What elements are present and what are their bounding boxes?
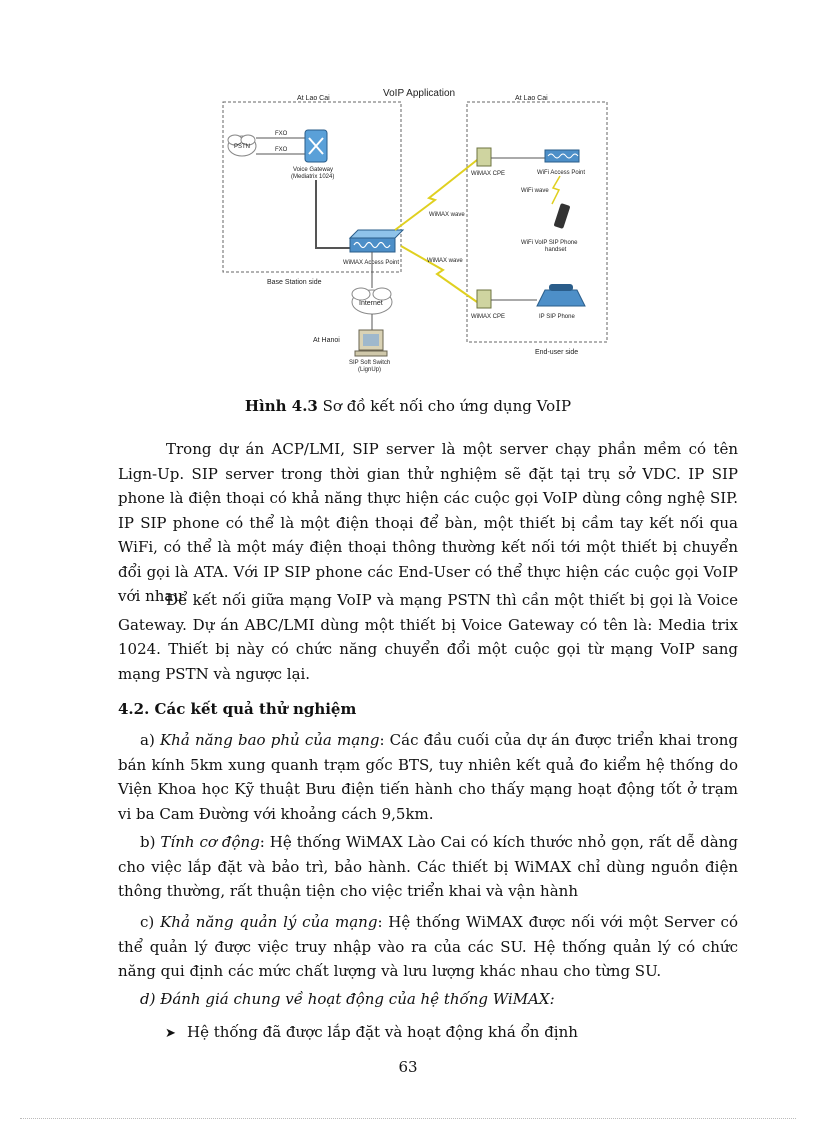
handset-label-2: handset [545,247,567,253]
item-c-label: Khả năng quản lý của mạng [160,913,378,931]
item-a [118,728,738,826]
ip-sip-phone-icon [537,284,585,306]
internet-label: Internet [359,300,383,307]
diagram-title: VoIP Application [383,88,456,99]
item-b-label: Tính cơ động [160,833,260,851]
wifi-handset-icon [554,203,571,229]
section-heading: 4.2. Các kết quả thử nghiệm [118,700,357,718]
item-b-text: : Hệ thống WiMAX Lào Cai có kích thước nhỏ gọn, rất dễ dàng cho việc lắp đặt và bảo trì, bảo hành. Các thiết bị WiMAX chỉ dùng nguồn điện thông thường, rất thuận tiện cho việc triển khai và vận hành [118,833,738,900]
wimax-link-upper [395,160,477,230]
page-bottom-divider [20,1118,796,1119]
gateway-label-2: (Mediatrix 1024) [291,174,335,180]
base-station-side-label: Base Station side [267,279,322,286]
right-site-label: At Lao Cai [515,95,548,102]
page-number: 63 [398,1058,418,1076]
item-c-text: : Hệ thống WiMAX được nối với một Server có thể quản lý được việc truy nhập vào ra của các SU. Hệ thống quản lý có chức năng qui định các mức chất lượng và lưu lượng khác nhau cho từng SU. [118,913,738,980]
arrowhead-bullet-icon: ➤ [165,1026,176,1041]
wifi-access-point-icon [545,150,579,162]
wimax-wave-label-2: WiMAX wave [427,258,463,264]
left-site-label: At Lao Cai [297,95,330,102]
item-a-text: : Các đầu cuối của dự án được triển khai trong bán kính 5km xung quanh trạm gốc BTS, tuy nhiên kết quả đo kiểm hệ thống do Viện Khoa học Kỹ thuật Bưu điện tiến hành cho thấy mạng hoạt động tốt ở trạm vi ba Cam Đường với khoảng cách 9,5km. [118,731,738,823]
wifi-wave-label: WiFi wave [521,188,549,194]
ip-phone-label: IP SIP Phone [539,314,575,320]
caption-text: Sơ đồ kết nối cho ứng dụng VoIP [317,397,572,415]
softswitch-computer-icon [355,330,387,356]
wimax-access-point-icon [350,230,403,252]
bullet-item [165,1023,578,1041]
pstn-label: PSTN [234,144,251,150]
cpe-top-label: WiMAX CPE [471,171,506,177]
figure-caption [0,397,816,415]
handset-label-1: WiFi VoIP SIP Phone [521,240,578,246]
item-c [118,910,738,984]
item-b-prefix: b) [140,833,161,851]
wimax-cpe-top-icon [477,148,491,166]
bullet-text: Hệ thống đã được lắp đặt và hoạt động khá ổn định [187,1023,578,1041]
wimax-link-lower [401,246,477,302]
item-d: d) Đánh giá chung về hoạt động của hệ thống WiMAX: [140,990,555,1008]
item-b [118,830,738,904]
end-user-side-label: End-user side [535,349,579,356]
at-hanoi-label: At Hanoi [313,337,340,344]
softswitch-label-2: (LignUp) [358,367,382,373]
item-c-prefix: c) [140,913,161,931]
paragraph-voice-gateway: Để kết nối giữa mạng VoIP và mạng PSTN thì cần một thiết bị gọi là Voice Gateway. Dự án ABC/LMI dùng một thiết bị Voice Gateway có tên là: Media trix 1024. Thiết bị này có chức năng chuyển đổi một cuộc gọi từ mạng VoIP sang mạng PSTN và ngược lại. [118,591,738,683]
wifi-ap-label: WiFi Access Point [537,170,586,176]
wimax-wave-label-1: WiMAX wave [429,212,465,218]
fxo-label-2: FXO [275,147,288,153]
voip-network-diagram [215,80,615,380]
paragraph-sip-server: Trong dự án ACP/LMI, SIP server là một server chạy phần mềm có tên Lign-Up. SIP server trong thời gian thử nghiệm sẽ đặt tại trụ sở VDC. IP SIP phone là điện thoại có khả năng thực hiện các cuộc gọi VoIP dùng công nghệ SIP. IP SIP phone có thể là một điện thoại để bàn, một thiết bị cầm tay kết nối qua WiFi, có thể là một máy điện thoại thông thường kết nối tới một thiết bị chuyển đổi gọi là ATA. Với IP SIP phone các End-User có thể thực hiện các cuộc gọi VoIP với nhau. [118,440,738,605]
item-a-label: Khả năng bao phủ của mạng [159,731,380,749]
item-a-prefix: a) [140,731,160,749]
cpe-bottom-label: WiMAX CPE [471,314,506,320]
gateway-label-1: Voice Gateway [293,167,334,173]
fxo-label-1: FXO [275,131,288,137]
voice-gateway-icon [305,130,327,162]
softswitch-label-1: SIP Soft Switch [349,360,391,366]
access-point-label: WiMAX Access Point [343,260,400,266]
wimax-cpe-bottom-icon [477,290,491,308]
caption-label: Hình 4.3 [244,397,318,415]
